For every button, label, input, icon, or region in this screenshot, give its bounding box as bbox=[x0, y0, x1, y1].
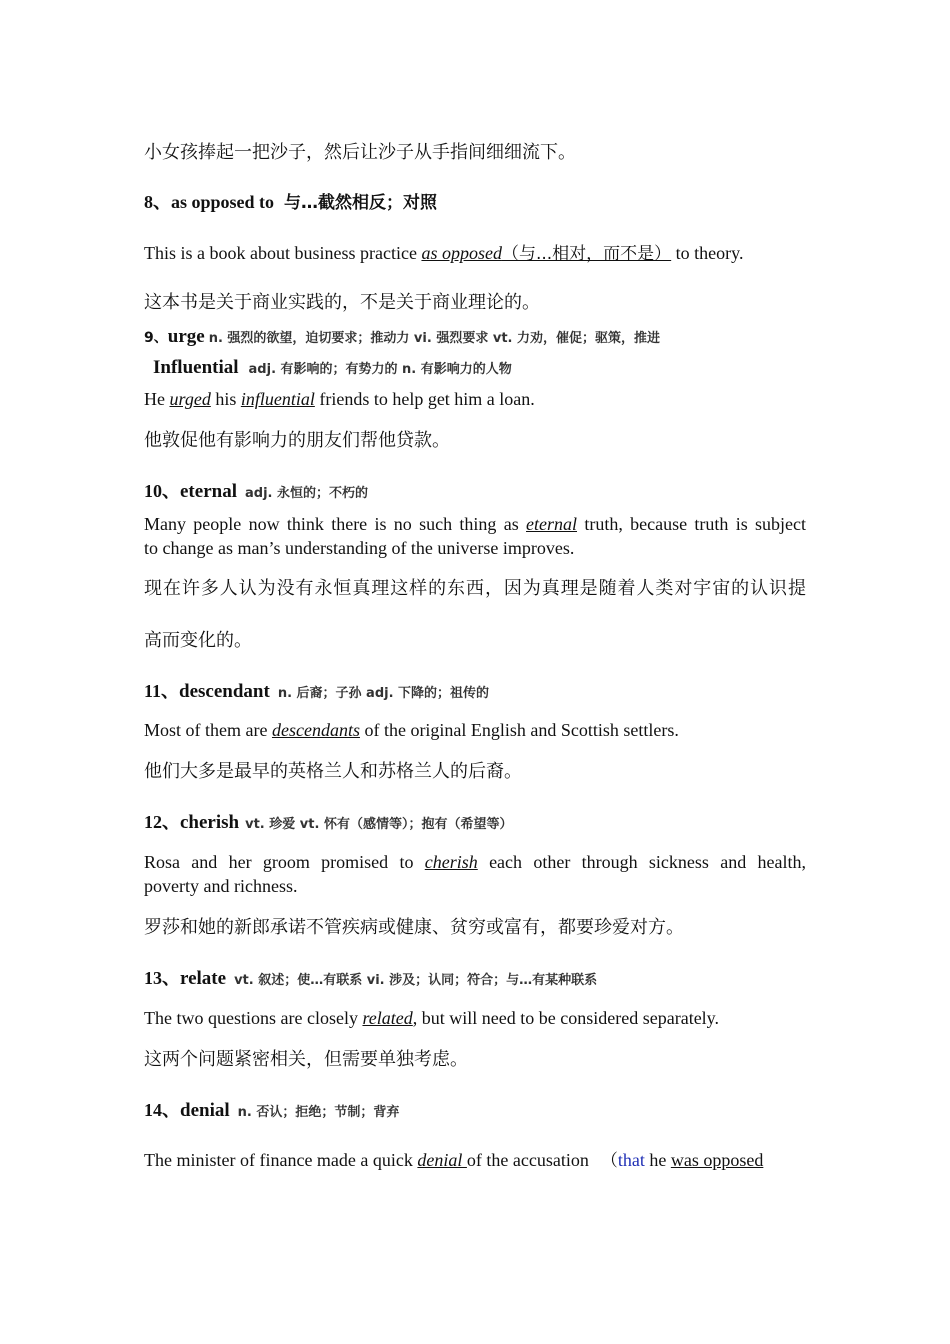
keyword: descendants bbox=[271, 720, 360, 740]
keyword: denial bbox=[417, 1150, 467, 1170]
keyword: urged bbox=[169, 389, 211, 409]
entry-definition: vt. 叙述；使…有联系 vi. 涉及；认同；符合；与…有某种联系 bbox=[234, 973, 598, 988]
text: 他们大多是最早的英格兰人和苏格兰人的后裔。 bbox=[144, 761, 522, 782]
entry-12-example-2 bbox=[144, 876, 806, 897]
entry-12-heading bbox=[144, 808, 806, 834]
text: poverty and richness. bbox=[144, 876, 298, 896]
text: to change as man’s understanding of the universe improves. bbox=[144, 538, 575, 558]
entry-10-translation bbox=[144, 576, 806, 601]
entry-10-heading bbox=[144, 477, 806, 503]
entry-word: cherish bbox=[180, 812, 240, 833]
entry-word: Influential bbox=[153, 357, 239, 378]
entry-definition: n. 后裔；子孙 adj. 下降的；祖传的 bbox=[277, 686, 490, 701]
keyword: was opposed bbox=[670, 1150, 764, 1170]
entry-11-heading bbox=[144, 677, 806, 703]
entry-definition: n. 强烈的欲望，迫切要求；推动力 vi. 强烈要求 vt. 力劝，催促；驱策，推进 bbox=[208, 331, 661, 346]
text: Rosa and her groom promised to bbox=[144, 852, 425, 872]
keyword: eternal bbox=[526, 514, 578, 534]
text: The minister of finance made a quick bbox=[144, 1150, 418, 1170]
entry-12-example bbox=[144, 850, 806, 875]
entry-10-example-2 bbox=[144, 538, 806, 559]
text: he bbox=[644, 1150, 671, 1170]
text: truth, because truth is subject bbox=[577, 514, 806, 534]
entry-word: eternal bbox=[180, 481, 237, 502]
text: 他敦促他有影响力的朋友们帮他贷款。 bbox=[144, 430, 450, 451]
entry-11-translation bbox=[144, 757, 806, 783]
text: Most of them are bbox=[144, 720, 272, 740]
entry-definition: adj. 有影响的；有势力的 n. 有影响力的人物 bbox=[248, 362, 512, 377]
text: of the accusation bbox=[466, 1150, 589, 1170]
text: He bbox=[144, 389, 170, 409]
entry-11-example bbox=[144, 720, 806, 741]
entry-9-heading-2 bbox=[153, 357, 815, 379]
text: 这本书是关于商业实践的，不是关于商业理论的。 bbox=[144, 292, 540, 313]
text: his bbox=[210, 389, 241, 409]
entry-number: 13、 bbox=[144, 968, 180, 988]
entry-word: denial bbox=[180, 1100, 230, 1121]
text: friends to help get him a loan. bbox=[314, 389, 535, 409]
keyword: cherish bbox=[424, 852, 478, 872]
text: The two questions are closely bbox=[144, 1008, 363, 1028]
entry-definition: adj. 永恒的；不朽的 bbox=[244, 486, 368, 501]
entry-number: 8、 bbox=[144, 192, 171, 212]
entry-13-example bbox=[144, 1008, 806, 1029]
entry-definition: n. 否认；拒绝；节制；背弃 bbox=[237, 1105, 400, 1120]
entry-10-example bbox=[144, 512, 806, 537]
text: each other through sickness and health, bbox=[477, 852, 806, 872]
entry-number: 10、 bbox=[144, 481, 180, 501]
text: to theory. bbox=[671, 243, 744, 263]
entry-13-heading bbox=[144, 964, 806, 990]
text: of the original English and Scottish settlers. bbox=[359, 720, 679, 740]
entry-8-translation bbox=[144, 288, 806, 314]
entry-14-heading bbox=[144, 1096, 806, 1122]
entry-word: urge bbox=[167, 326, 205, 347]
entry-number: 12、 bbox=[144, 812, 180, 832]
entry-definition: vt. 珍爱 vt. 怀有（感情等）；抱有（希望等） bbox=[245, 817, 513, 832]
entry-13-translation bbox=[144, 1045, 806, 1071]
chinese-sentence bbox=[144, 138, 806, 164]
entry-word: as opposed to bbox=[171, 192, 275, 212]
entry-meaning: 与…截然相反；对照 bbox=[284, 193, 438, 213]
text: 高而变化的。 bbox=[144, 630, 252, 651]
entry-14-example bbox=[144, 1146, 806, 1171]
entry-number: 9、 bbox=[144, 330, 168, 346]
paren: （ bbox=[600, 1151, 618, 1171]
entry-9-heading bbox=[144, 326, 806, 348]
text: 现在许多人认为没有永恒真理这样的东西，因为真理是随着人类对宇宙的认识提 bbox=[144, 578, 806, 599]
text: 这两个问题紧密相关，但需要单独考虑。 bbox=[144, 1049, 468, 1070]
text: 罗莎和她的新郎承诺不管疾病或健康、贫穷或富有，都要珍爱对方。 bbox=[144, 917, 684, 938]
entry-number: 14、 bbox=[144, 1100, 180, 1120]
text: , but will need to be considered separately. bbox=[412, 1008, 720, 1028]
entry-10-translation-2 bbox=[144, 626, 806, 652]
inline-note: （与...相对，而不是） bbox=[501, 244, 672, 264]
keyword-that: that bbox=[617, 1150, 645, 1170]
entry-9-example bbox=[144, 389, 806, 410]
entry-word: relate bbox=[180, 968, 227, 989]
text: 小女孩捧起一把沙子，然后让沙子从手指间细细流下。 bbox=[144, 142, 576, 163]
entry-8-example bbox=[144, 239, 806, 264]
entry-8-heading bbox=[144, 188, 806, 214]
entry-word: descendant bbox=[179, 681, 270, 702]
keyword: related bbox=[362, 1008, 413, 1028]
entry-9-translation bbox=[144, 426, 806, 452]
entry-number: 11、 bbox=[144, 681, 180, 701]
text: Many people now think there is no such thing as bbox=[144, 514, 527, 534]
keyword: as opposed bbox=[421, 243, 502, 263]
entry-12-translation bbox=[144, 913, 806, 939]
keyword: influential bbox=[240, 389, 315, 409]
text: This is a book about business practice bbox=[144, 243, 422, 263]
